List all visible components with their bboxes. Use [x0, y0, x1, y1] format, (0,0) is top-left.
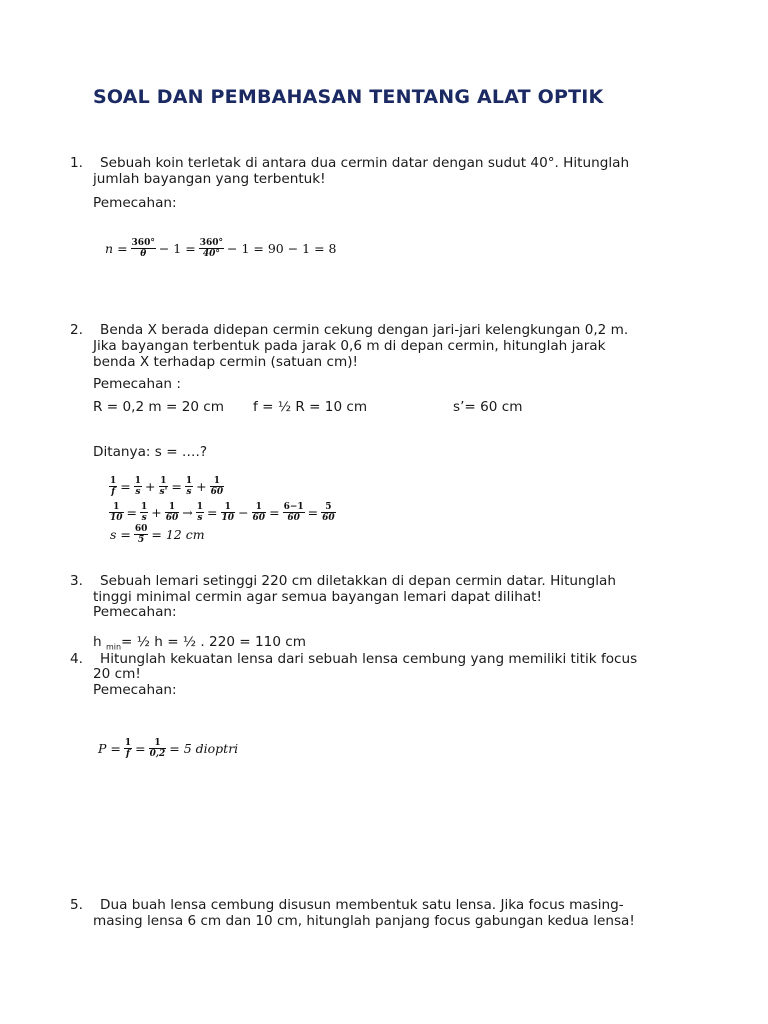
q4-number: 4.: [70, 651, 83, 667]
page-title: SOAL DAN PEMBAHASAN TENTANG ALAT OPTIK: [93, 86, 604, 108]
q1-formula: n = $\frac{360^\circ}{\theta}$ − 1 = $\frac{360^\circ}{40^\circ}$ − 1 = 90 − 1 = 8: [105, 238, 337, 259]
q3-line2: tinggi minimal cermin agar semua bayangan lemari dapat dilihat!: [93, 589, 542, 605]
q2-line2: Jika bayangan terbentuk pada jarak 0,6 m di depan cermin, hitunglah jarak: [93, 338, 606, 354]
q4-line1: Hitunglah kekuatan lensa dari sebuah lensa cembung yang memiliki titik focus: [100, 651, 638, 667]
q3-solution-label: Pemecahan:: [93, 604, 177, 620]
q2-solution-label: Pemecahan :: [93, 376, 181, 392]
q3-answer: h $_{min}$= ½ h = ½ . 220 = 110 cm: [93, 634, 307, 652]
q3-number: 3.: [70, 573, 83, 589]
q2-line1: Benda X berada didepan cermin cekung dengan jari-jari kelengkungan 0,2 m.: [100, 322, 629, 338]
q2-line3: benda X terhadap cermin (satuan cm)!: [93, 354, 358, 370]
q2-number: 2.: [70, 322, 83, 338]
q2-formula-line3: s = $\frac{60}{5}$ = 12 cm: [110, 524, 205, 545]
q1-solution-label: Pemecahan:: [93, 195, 177, 211]
q3-line1: Sebuah lemari setinggi 220 cm diletakkan di depan cermin datar. Hitunglah: [100, 573, 616, 589]
q1-line2: jumlah bayangan yang terbentuk!: [93, 171, 326, 187]
q2-formula-line1: $\frac{1}{f}$ = $\frac{1}{s}$ + $\frac{1}{s'}$ = $\frac{1}{s}$ + $\frac{1}{60}$: [110, 476, 224, 497]
q1-number: 1.: [70, 155, 83, 171]
q1-line1: Sebuah koin terletak di antara dua cermin datar dengan sudut 40°. Hitunglah: [100, 155, 630, 171]
q2-asked: Ditanya: s = ….?: [93, 444, 208, 460]
q2-given-r: R = 0,2 m = 20 cm: [93, 399, 225, 415]
q1-formula-n: n: [105, 241, 114, 256]
q4-line2: 20 cm!: [93, 666, 141, 682]
q5-line2: masing lensa 6 cm dan 10 cm, hitunglah panjang focus gabungan kedua lensa!: [93, 913, 635, 929]
q1-frac2: $\frac{360^\circ}{40^\circ}$: [199, 238, 223, 259]
q4-solution-label: Pemecahan:: [93, 682, 177, 698]
q2-formula-line2: $\frac{1}{10}$ = $\frac{1}{s}$ + $\frac{1}{60}$ → $\frac{1}{s}$ = $\frac{1}{10}$ − $\frac{1}{60}$ = $\frac{6-1}{60}$ = $\frac{5}{60}$: [110, 502, 335, 523]
q2-given-f: f = ½ R = 10 cm: [253, 399, 368, 415]
q4-formula: P = $\frac{1}{f}$ = $\frac{1}{0,2}$ = 5 dioptri: [98, 738, 239, 759]
q5-line1: Dua buah lensa cembung disusun membentuk satu lensa. Jika focus masing-: [100, 897, 624, 913]
q1-frac1: $\frac{360^\circ}{\theta}$: [131, 238, 155, 259]
q5-number: 5.: [70, 897, 83, 913]
q2-given-s: s’= 60 cm: [453, 399, 523, 415]
